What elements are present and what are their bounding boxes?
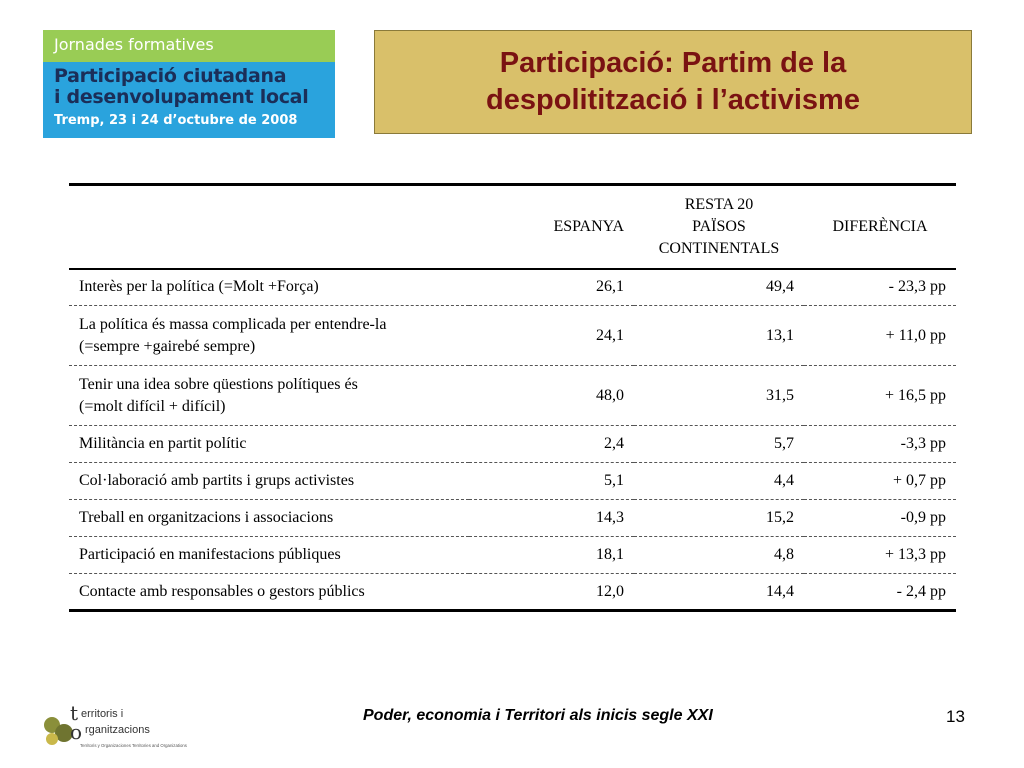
table-row <box>69 426 956 463</box>
event-banner <box>43 30 335 138</box>
row-label-line1: Participació en manifestacions públiques <box>79 546 341 563</box>
table-row <box>69 500 956 537</box>
header-spain: ESPANYA <box>469 185 634 269</box>
cell-spain: 18,1 <box>469 537 634 574</box>
banner-date: Tremp, 23 i 24 d’octubre de 2008 <box>54 113 298 128</box>
row-label-line2: (=sempre +gairebé sempre) <box>79 337 256 355</box>
row-label <box>69 537 469 574</box>
cell-spain: 5,1 <box>469 463 634 500</box>
table-row <box>69 537 956 574</box>
row-label <box>69 500 469 537</box>
row-label <box>69 574 469 611</box>
table-row <box>69 306 956 366</box>
logo-letter-t: t <box>70 703 79 725</box>
cell-spain: 26,1 <box>469 269 634 306</box>
logo-text-line1: erritoris i <box>81 708 124 720</box>
header-rest-line1: RESTA 20 <box>684 195 754 213</box>
header-label <box>69 185 469 269</box>
row-label <box>69 463 469 500</box>
cell-diff: - 23,3 pp <box>804 269 956 306</box>
cell-rest: 49,4 <box>634 269 804 306</box>
table-header-row <box>69 185 956 269</box>
row-label <box>69 426 469 463</box>
cell-spain: 14,3 <box>469 500 634 537</box>
row-label-line1: Tenir una idea sobre qüestions polítiques és <box>79 375 358 393</box>
cell-rest: 5,7 <box>634 426 804 463</box>
header-rest-line3: CONTINENTALS <box>658 239 780 257</box>
banner-title-line2: i desenvolupament local <box>54 86 309 108</box>
row-label-line1: La política és massa complicada per entendre-la <box>79 315 387 333</box>
row-label <box>69 269 469 306</box>
cell-rest: 31,5 <box>634 366 804 426</box>
cell-diff: + 0,7 pp <box>804 463 956 500</box>
table-row <box>69 366 956 426</box>
logo-text-line2: rganitzacions <box>85 724 150 736</box>
slide-title <box>466 45 880 119</box>
row-label-line1: Contacte amb responsables o gestors públics <box>79 582 365 600</box>
header-rest-line2: PAÏSOS <box>692 217 746 235</box>
row-label-line1: Col·laboració amb partits i grups activistes <box>79 472 355 489</box>
cell-diff: + 16,5 pp <box>804 366 956 426</box>
cell-spain: 24,1 <box>469 306 634 366</box>
header-rest <box>634 185 804 269</box>
cell-diff: - 2,4 pp <box>804 574 956 611</box>
row-label-line2: (=molt difícil + difícil) <box>79 397 226 415</box>
banner-header: Jornades formatives <box>43 30 335 62</box>
table-row <box>69 269 956 306</box>
header-difference: DIFERÈNCIA <box>804 185 956 269</box>
logo-letter-o: o <box>70 720 83 744</box>
cell-rest: 15,2 <box>634 500 804 537</box>
slide-title-line2: despolitització i l’activisme <box>486 84 860 116</box>
logo-circle-low <box>46 733 58 745</box>
row-label-line1: Interès per la política (=Molt +Força) <box>79 278 319 296</box>
cell-spain: 48,0 <box>469 366 634 426</box>
cell-rest: 4,4 <box>634 463 804 500</box>
cell-diff: -0,9 pp <box>804 500 956 537</box>
territoris-organitzacions-logo <box>40 703 232 753</box>
row-label-line1: Treball en organitzacions i associacions <box>79 509 334 526</box>
cell-diff: + 11,0 pp <box>804 306 956 366</box>
cell-diff: + 13,3 pp <box>804 537 956 574</box>
banner-body <box>43 62 335 138</box>
cell-rest: 4,8 <box>634 537 804 574</box>
footer-title: Poder, economia i Territori als inicis segle XXI <box>363 707 713 724</box>
cell-rest: 14,4 <box>634 574 804 611</box>
slide-title-line1: Participació: Partim de la <box>499 47 847 79</box>
slide-title-box <box>374 30 972 134</box>
cell-rest: 13,1 <box>634 306 804 366</box>
cell-spain: 2,4 <box>469 426 634 463</box>
row-label <box>69 366 469 426</box>
comparison-table <box>69 183 956 612</box>
row-label-line1: Militància en partit polític <box>79 435 247 452</box>
table-row <box>69 574 956 611</box>
banner-title-line1: Participació ciutadana <box>54 65 287 87</box>
cell-spain: 12,0 <box>469 574 634 611</box>
table-row <box>69 463 956 500</box>
page-number: 13 <box>946 707 965 726</box>
logo-subtext: Territoris y Organizaciones Territories and Organizations <box>80 743 187 748</box>
cell-diff: -3,3 pp <box>804 426 956 463</box>
row-label <box>69 306 469 366</box>
